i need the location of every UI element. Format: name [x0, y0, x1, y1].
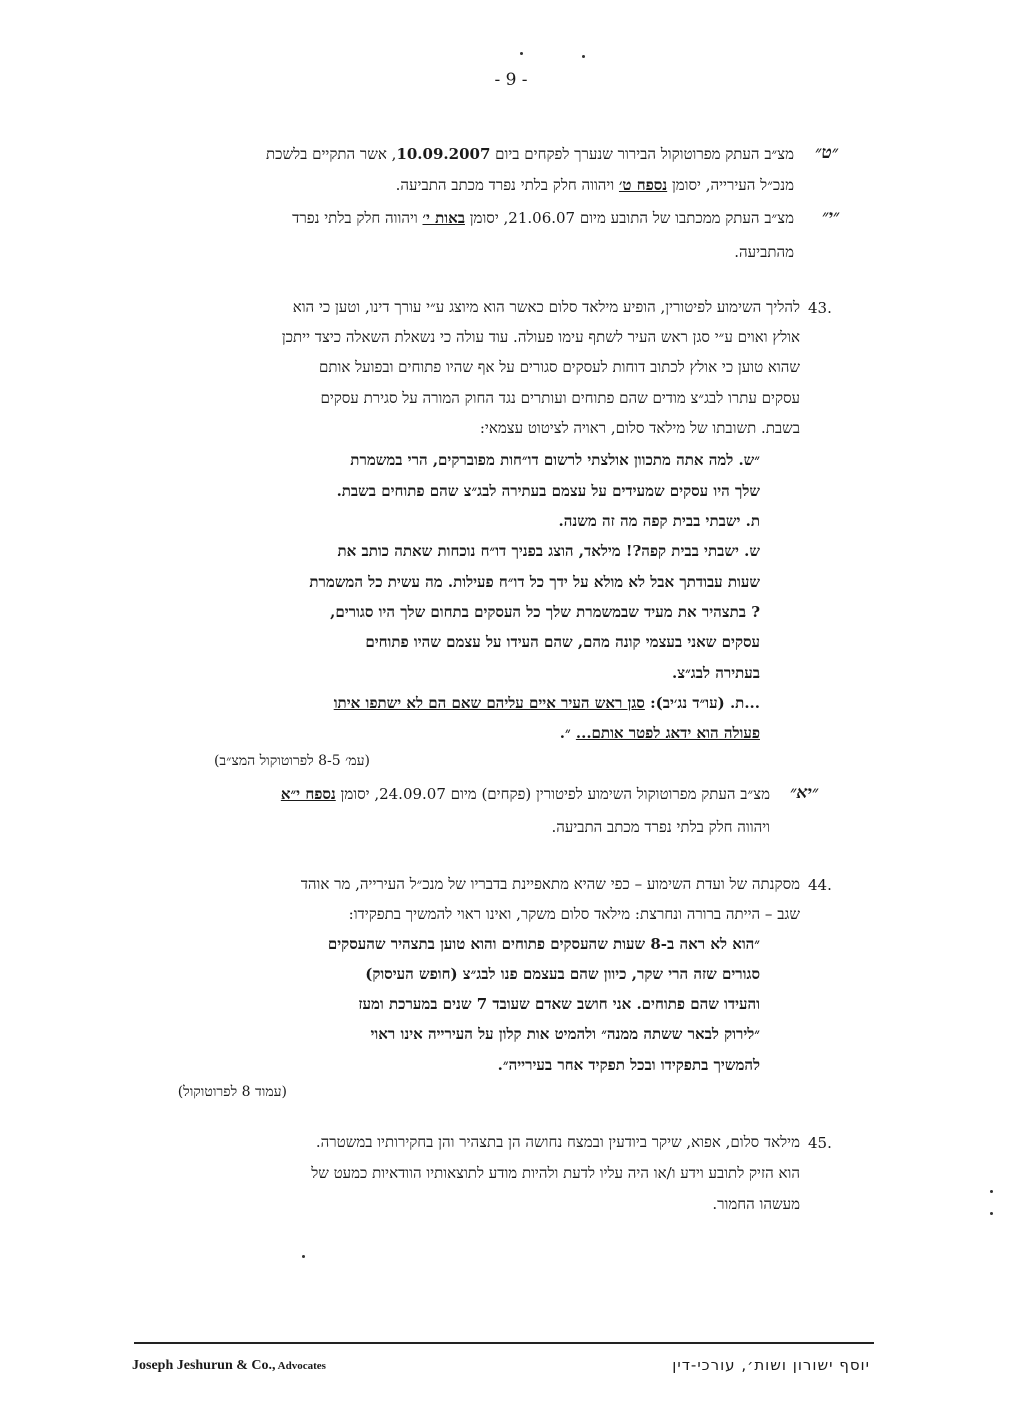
- scan-speck: [990, 1212, 993, 1215]
- citation: (עמ׳ 8-5 לפרוטוקול המצ״ב): [213, 753, 370, 769]
- exhibit-mark-ya: ״יא״: [790, 783, 819, 803]
- paragraph-number-44: 44.: [808, 876, 832, 894]
- paragraph-number-43: 43.: [808, 299, 832, 317]
- quote-line: ת. ישבתי בבית קפה מה זה משנה.: [558, 512, 760, 530]
- paragraph-44-line: שגב – הייתה ברורה ונחרצת: מילאד סלום משקר, ואינו ראוי להמשיך בתפקידו:: [348, 905, 800, 923]
- paragraph-45-line: הוא הזיק לתובע וידע ו/או היה עליו לדעת ולהיות מודע לתוצאותיו הוודאיות כמעט של: [311, 1164, 800, 1182]
- exhibit-ya-line-1: [281, 785, 770, 804]
- text-span: ויהווה חלק בלתי נפרד מכתב התביעה.: [395, 176, 619, 194]
- exhibit-reference: באות י׳: [422, 209, 465, 227]
- exhibit-mark-t: ״ט״: [815, 143, 839, 163]
- quote-line: והעידו שהם פתוחים. אני חושב שאדם שעובד 7 שנים במערכת ומעז: [358, 995, 760, 1013]
- scan-speck: [302, 1255, 305, 1258]
- quote-line: ״לירוק לבאר ששתה ממנה״ ולהמיט אות קלון על העירייה אינו ראוי: [370, 1025, 760, 1043]
- paragraph-43-line: להליך השימוע לפיטורין, הופיע מילאד סלום כאשר הוא מיוצג ע״י עורך דינו, וטען כי הוא: [292, 298, 800, 316]
- exhibit-t-line-2: [396, 176, 794, 195]
- text-span: מצ״ב העתק ממכתבו של התובע מיום 21.06.07, יסומן: [464, 209, 794, 227]
- exhibit-y-line-2: מהתביעה.: [734, 243, 794, 261]
- text-span: ״.: [559, 724, 576, 742]
- paragraph-43-line: אולץ ואוים ע״י סגן ראש העיר לשתף עימו פעולה. עוד עולה כי נשאלת השאלה כיצד ייתכן: [281, 328, 800, 346]
- underlined-quote: סגן ראש העיר איים עליהם שאם הם לא ישתפו איתו: [333, 694, 645, 712]
- exhibit-reference: נספח ט׳: [618, 176, 668, 194]
- quote-line: בעתירה לבג״צ.: [672, 664, 760, 682]
- text-span: , אשר התקיים בלשכת: [266, 145, 397, 163]
- quote-line: שעות עבודתך אבל לא מולא על ידך כל דו״ח פעילות. מה עשית כל המשמרת: [309, 573, 760, 591]
- exhibit-y-line-1: [292, 209, 794, 228]
- scan-speck: [520, 52, 523, 55]
- text-span: מצ״ב העתק מפרוטוקול הבירור שנערך לפקחים ביום: [490, 145, 794, 163]
- quote-line: עסקים שאני בעצמי קונה מהם, שהם העידו על עצמם שהיו פתוחים: [365, 633, 760, 651]
- text-span: ויהווה חלק בלתי נפרד: [292, 209, 423, 227]
- scan-speck: [582, 55, 585, 58]
- footer-firm-hebrew: יוסף ישורון ושות׳, עורכי-דין: [672, 1356, 870, 1374]
- paragraph-45-line: מעשהו החמור.: [712, 1195, 800, 1213]
- firm-name: Joseph Jeshurun & Co.,: [132, 1358, 276, 1373]
- text-span: מצ״ב העתק מפרוטוקול השימוע לפיטורין (פקחים) מיום 24.09.07, יסומן: [335, 785, 770, 803]
- underlined-quote: פעולה הוא ידאג לפטר אותם...: [575, 724, 760, 742]
- paragraph-43-line: עסקים עתרו לבג״צ מודים שהם פתוחים ועותרים נגד החוק המורה על סגירת עסקים: [320, 389, 800, 407]
- quote-line: להמשיך בתפקידו ובכל תפקיד אחר בעירייה״.: [497, 1056, 760, 1074]
- paragraph-43-line: שהוא טוען כי אולץ לכתוב דוחות לעסקים סגורים על אף שהיו פתוחים ובפועל אותם: [319, 358, 800, 376]
- paragraph-43-line: בשבת. תשובתו של מילאד סלום, ראויה לציטוט עצמאי:: [479, 419, 800, 437]
- footer-rule: [134, 1342, 874, 1344]
- quote-line: שלך היו עסקים שמעידים על עצמם בעתירה לבג״צ שהם פתוחים בשבת.: [336, 482, 760, 500]
- quote-answer-line-1: [334, 694, 760, 713]
- paragraph-44-line: מסקנתה של ועדת השימוע – כפי שהיא מתאפיינת בדבריו של מנכ״ל העירייה, מר אוהד: [300, 875, 800, 893]
- exhibit-reference: נספח י״א: [280, 785, 336, 803]
- exhibit-ya-line-2: ויהווה חלק בלתי נפרד מכתב התביעה.: [551, 818, 770, 836]
- quote-line: סגורים שזה הרי שקר, כיוון שהם בעצמם פנו לבג״צ (חופש העיסוק): [365, 965, 760, 983]
- date-span: 10.09.2007: [396, 145, 491, 163]
- scan-speck: [990, 1190, 993, 1193]
- quote-line: ״הוא לא ראה ב-8 שעות שהעסקים פתוחים והוא טוען בתצהיר שהעסקים: [327, 935, 760, 953]
- footer-firm-english: [132, 1358, 326, 1374]
- text-span: ...ת. (עו״ד נג׳יב):: [644, 694, 760, 712]
- citation: (עמוד 8 לפרוטוקול): [177, 1084, 287, 1100]
- paragraph-number-45: 45.: [808, 1134, 832, 1152]
- quote-line: ״ש. למה אתה מתכוון אולצתי לרשום דו״חות מפוברקים, הרי במשמרת: [350, 451, 760, 469]
- quote-line: ש. ישבתי בבית קפה?! מילאד, הוצג בפניך דו״ח נוכחות שאתה כותב את: [337, 542, 760, 560]
- exhibit-t-line-1: [266, 145, 794, 164]
- text-span: מנכ״ל העירייה, יסומן: [667, 176, 794, 194]
- paragraph-45-line: מילאד סלום, אפוא, שיקר ביודעין ובמצח נחושה הן בתצהיר והן בחקירותיו במשטרה.: [315, 1133, 800, 1151]
- quote-line: ? בתצהיר את מעיד שבמשמרת שלך כל העסקים בתחום שלך היו סגורים,: [330, 603, 760, 621]
- quote-answer-line-2: [560, 724, 760, 743]
- page-number: - 9 -: [494, 70, 528, 90]
- firm-suffix: Advocates: [275, 1360, 326, 1372]
- exhibit-mark-y: ״י״: [822, 207, 840, 227]
